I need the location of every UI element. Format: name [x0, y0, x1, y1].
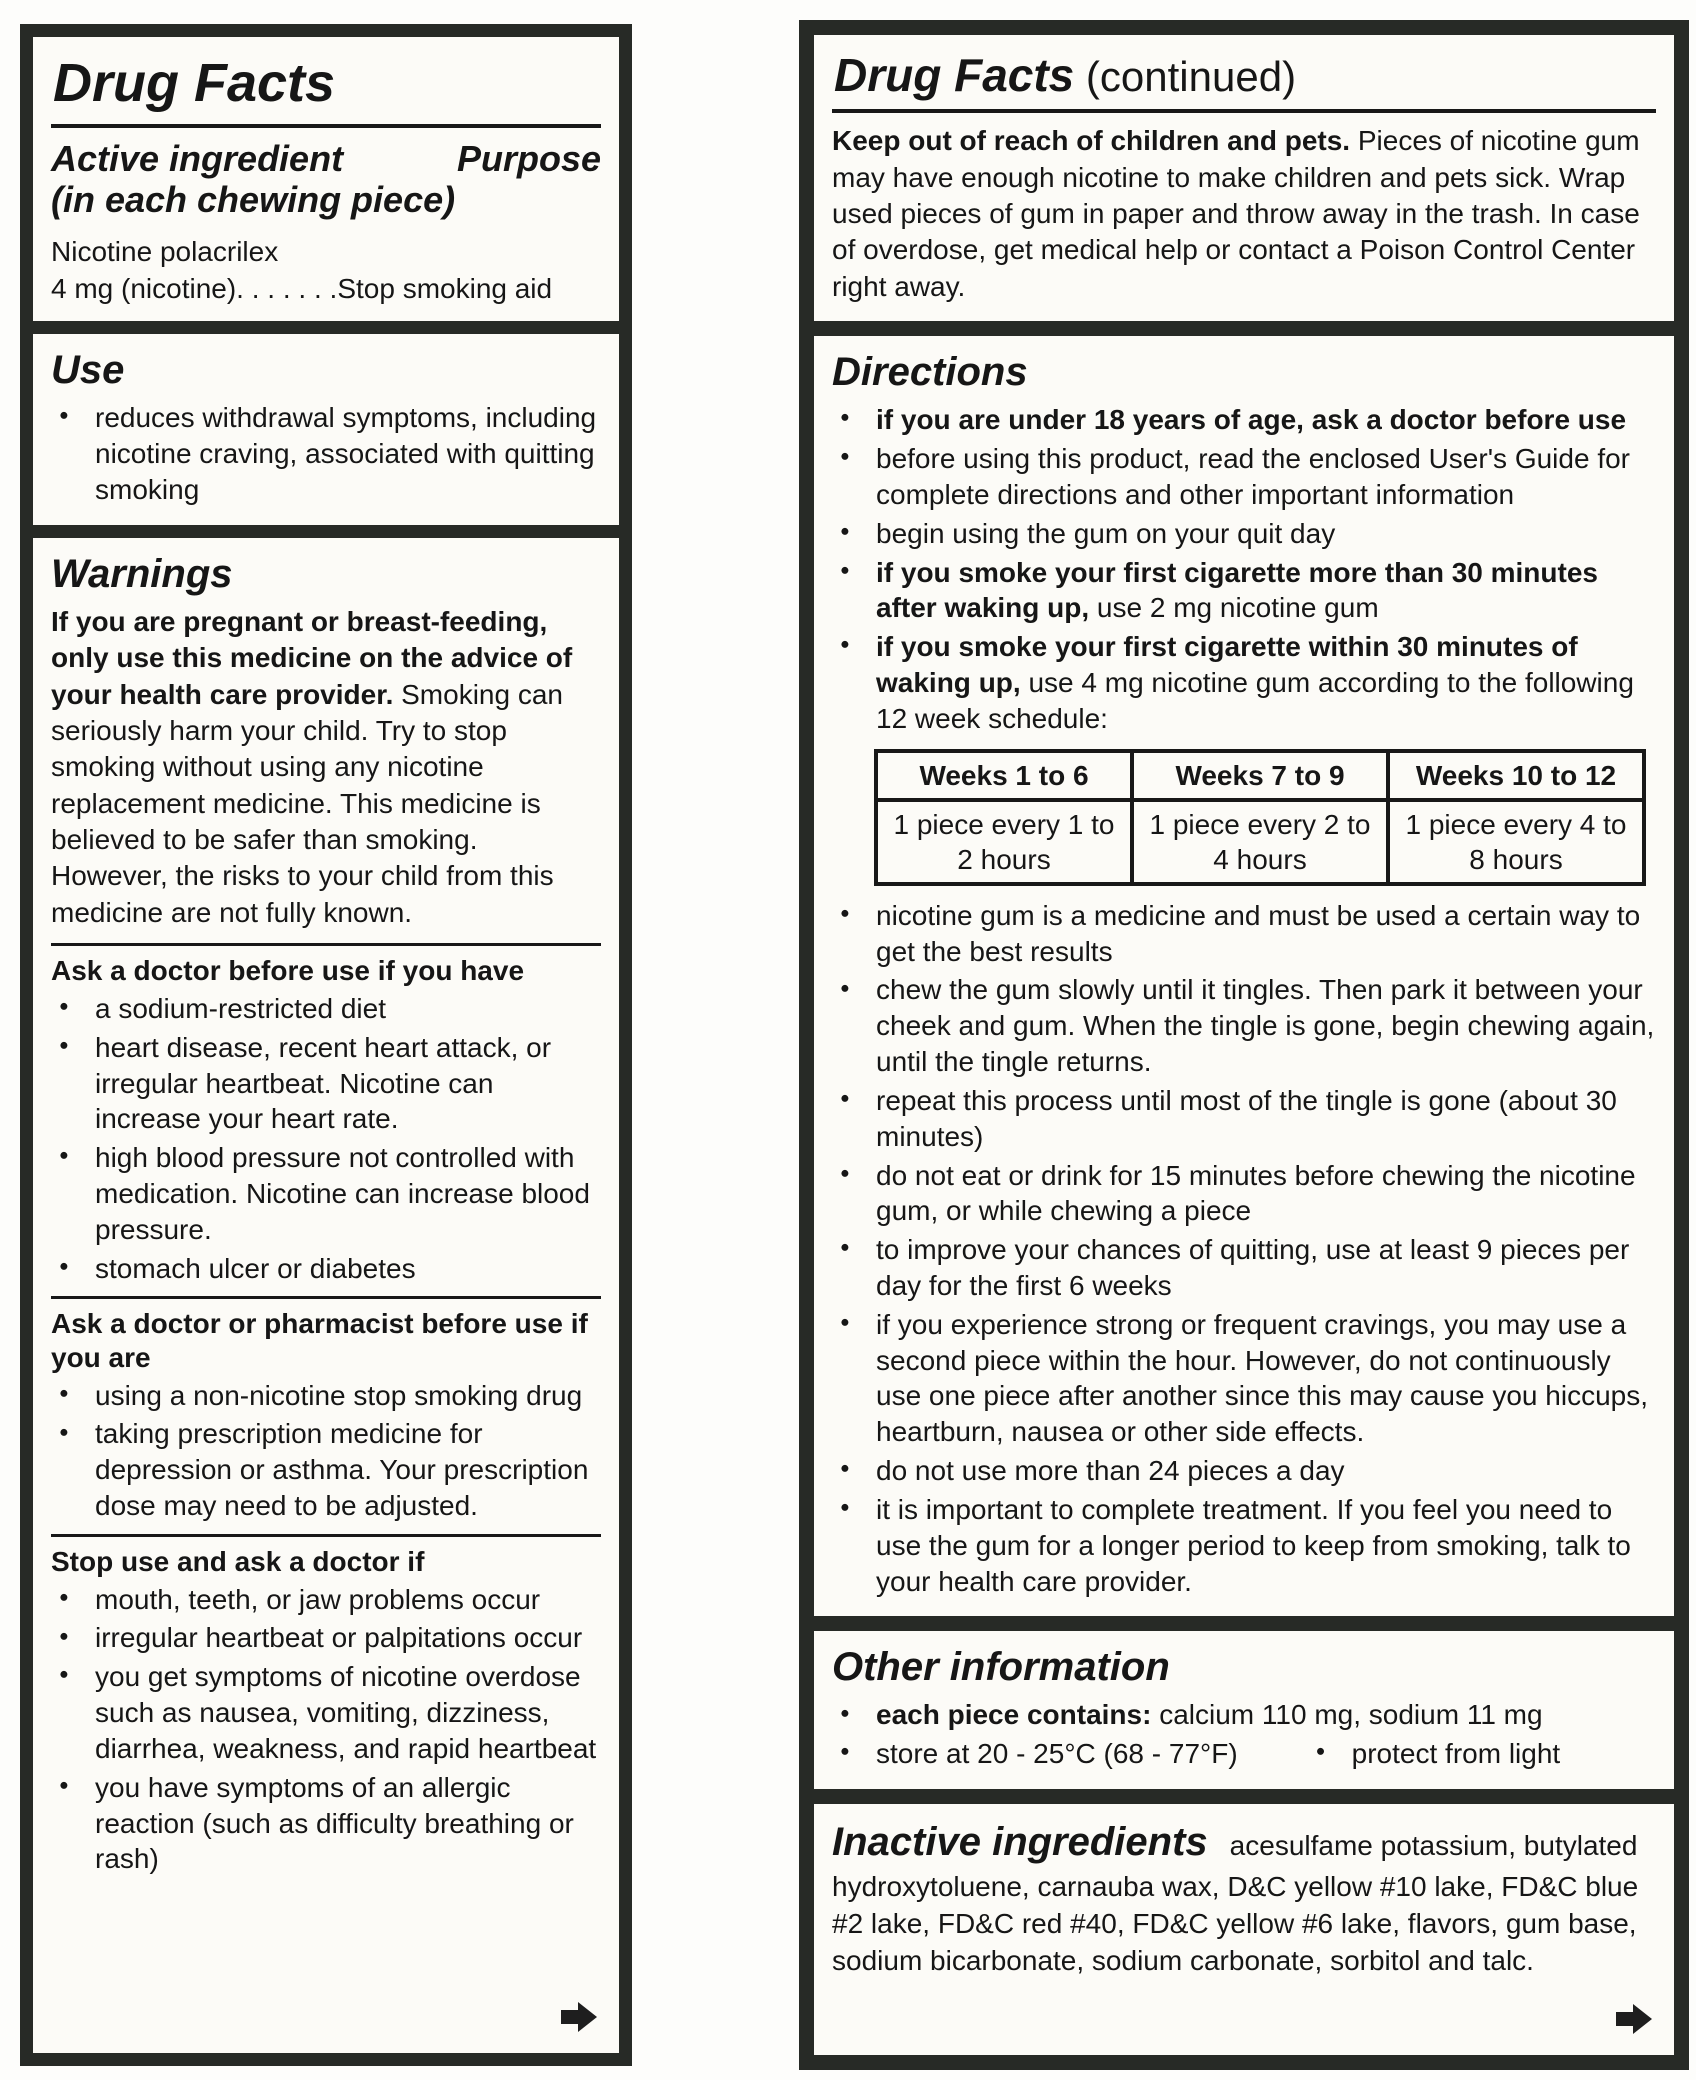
- warnings-intro: [51, 604, 601, 932]
- ask-doctor-section: [51, 943, 601, 1286]
- inactive-ingredients-box: [814, 1804, 1674, 2055]
- bullet-item: [832, 629, 1656, 736]
- directions-heading: Directions: [832, 350, 1028, 395]
- bullet-item: ● nicotine gum is a medicine and must be used a certain way to get the best results: [832, 898, 1656, 970]
- bullet-text: calcium 110 mg, sodium 11 mg: [1151, 1699, 1543, 1731]
- other-information-heading: Other information: [832, 1645, 1170, 1690]
- dose-purpose-line: 4 mg (nicotine). . . . . . .Stop smoking aid: [51, 272, 553, 304]
- continue-arrow-icon: [1614, 2004, 1654, 2034]
- bullet-item: [832, 402, 1656, 438]
- inactive-ingredients-paragraph: [832, 1816, 1656, 1980]
- bullet-item: ● using a non-nicotine stop smoking drug: [51, 1378, 601, 1414]
- bullet-item: [832, 555, 1656, 627]
- use-box: [33, 334, 619, 524]
- schedule-cell: 1 piece every 1 to 2 hours: [876, 800, 1132, 884]
- bullet-item: [832, 441, 1656, 513]
- bullet-item: [832, 516, 1656, 552]
- schedule-header-row: [876, 751, 1644, 800]
- bullet-item: ● do not eat or drink for 15 minutes before chewing the nicotine gum, or while chewing a piece: [832, 1158, 1656, 1230]
- protect-from-light-text: ● protect from light: [1308, 1736, 1561, 1772]
- bullet-item: ● it is important to complete treatment. If you feel you need to use the gum for a longer period to keep from smoking, talk to your health care provider.: [832, 1492, 1656, 1599]
- warnings-intro-bold: If you are pregnant or breast-feeding, only use this medicine on the advice of your health care provider.: [51, 605, 573, 710]
- bullet-item: [832, 1697, 1656, 1733]
- other-information-bullet-list: [832, 1697, 1656, 1772]
- keep-out-box: [814, 35, 1674, 321]
- directions-bullet-list-top: [832, 402, 1656, 736]
- bullet-text: use 4 mg nicotine gum according to the following 12 week schedule:: [876, 667, 1634, 734]
- continue-arrow-icon: [559, 2002, 599, 2032]
- drug-facts-panel: [20, 24, 632, 2066]
- purpose-heading: Purpose: [456, 137, 601, 179]
- keep-out-bold: Keep out of reach of children and pets.: [832, 125, 1351, 157]
- ask-doctor-pharmacist-heading: Ask a doctor or pharmacist before use if you are: [51, 1308, 588, 1374]
- directions-box: [814, 336, 1674, 1616]
- use-bullet-list: [51, 400, 601, 507]
- other-information-box: [814, 1631, 1674, 1789]
- drug-facts-continued-title: [834, 51, 1656, 99]
- stop-use-section: [51, 1534, 601, 1877]
- bullet-item: ● repeat this process until most of the tingle is gone (about 30 minutes): [832, 1083, 1656, 1155]
- continue-indicator: [559, 2002, 599, 2037]
- directions-bullet-list-bottom: [832, 898, 1656, 1600]
- active-ingredient-heading-row: [51, 138, 601, 179]
- active-ingredient-name: Nicotine polacrilex: [51, 236, 279, 268]
- bullet-item: ● you have symptoms of an allergic reaction (such as difficulty breathing or rash): [51, 1770, 601, 1877]
- bullet-item: ● high blood pressure not controlled with medication. Nicotine can increase blood pressure.: [51, 1140, 601, 1247]
- drug-facts-title: Drug Facts: [53, 53, 336, 113]
- stop-use-heading: Stop use and ask a doctor if: [51, 1545, 425, 1577]
- bullet-item: ● if you experience strong or frequent cravings, you may use a second piece within the hour. However, do not continuously use one piece after another since this may cause you hiccups, heartburn, nausea or other side effects.: [832, 1307, 1656, 1450]
- warnings-intro-rest: Smoking can seriously harm your child. Try to stop smoking without using any nicotine replacement medicine. This medicine is believed to be safer than smoking. However, the risks to your child from this medicine are not fully known.: [51, 678, 563, 928]
- drug-facts-continued-title-main: Drug Facts: [834, 49, 1075, 101]
- storage-text: store at 20 - 25°C (68 - 77°F): [876, 1738, 1238, 1770]
- schedule-header-cell: Weeks 7 to 9: [1132, 751, 1388, 800]
- schedule-cell: 1 piece every 2 to 4 hours: [1132, 800, 1388, 884]
- warnings-box: [33, 538, 619, 2053]
- drug-facts-continued-panel: [799, 20, 1689, 2070]
- use-heading: Use: [51, 348, 125, 393]
- schedule-table: [874, 749, 1646, 886]
- keep-out-rest: Pieces of nicotine gum may have enough nicotine to make children and pets sick. Wrap used pieces of gum in paper and throw away in the trash. In case of overdose, get medical help or contact a Poison Control Center right away.: [832, 125, 1640, 302]
- schedule-data-row: [876, 800, 1644, 884]
- ask-doctor-pharmacist-bullet-list: [51, 1378, 601, 1524]
- bullet-item: ● do not use more than 24 pieces a day: [832, 1453, 1656, 1489]
- bullet-item: ● heart disease, recent heart attack, or irregular heartbeat. Nicotine can increase your heart rate.: [51, 1030, 601, 1137]
- bullet-item: [832, 1736, 1656, 1772]
- active-ingredient-heading: Active ingredient: [51, 137, 344, 179]
- bullet-text: begin using the gum on your quit day: [876, 517, 1336, 549]
- bullet-text: use 2 mg nicotine gum: [1089, 592, 1379, 624]
- bullet-item: ● irregular heartbeat or palpitations occur: [51, 1620, 601, 1656]
- bullet-bold-text: if you are under 18 years of age, ask a doctor before use: [876, 404, 1627, 436]
- stop-use-bullet-list: [51, 1582, 601, 1878]
- divider: [832, 109, 1656, 113]
- schedule-header-cell: Weeks 1 to 6: [876, 751, 1132, 800]
- continue-indicator: [1614, 2004, 1654, 2039]
- schedule-header-cell: Weeks 10 to 12: [1388, 751, 1644, 800]
- bullet-item: ● a sodium-restricted diet: [51, 991, 601, 1027]
- bullet-bold-text: if you smoke your first cigarette within 30 minutes of waking up,: [876, 631, 1578, 699]
- bullet-item: ● you get symptoms of nicotine overdose such as nausea, vomiting, dizziness, diarrhea, weakness, and rapid heartbeat: [51, 1659, 601, 1766]
- bullet-item: ● reduces withdrawal symptoms, including nicotine craving, associated with quitting smoking: [51, 400, 601, 507]
- active-ingredient-subheading: (in each chewing piece): [51, 179, 456, 221]
- bullet-item: ● taking prescription medicine for depression or asthma. Your prescription dose may need to be adjusted.: [51, 1416, 601, 1523]
- bullet-item: ● chew the gum slowly until it tingles. Then park it between your cheek and gum. When the tingle is gone, begin chewing again, until the tingle returns.: [832, 972, 1656, 1079]
- schedule-cell: 1 piece every 4 to 8 hours: [1388, 800, 1644, 884]
- warnings-heading: Warnings: [51, 551, 233, 596]
- inactive-ingredients-text: acesulfame potassium, butylated hydroxytoluene, carnauba wax, D&C yellow #10 lake, FD&C blue #2 lake, FD&C red #40, FD&C yellow #6 lake, flavors, gum base, sodium bicarbonate, sodium carbonate, sorbitol and talc.: [832, 1830, 1639, 1976]
- bullet-bold-text: if you smoke your first cigarette more than 30 minutes after waking up,: [876, 556, 1598, 624]
- drug-facts-continued-title-suffix: (continued): [1074, 53, 1297, 100]
- ask-doctor-heading: Ask a doctor before use if you have: [51, 955, 525, 987]
- bullet-bold-text: each piece contains:: [876, 1699, 1152, 1731]
- title-box: [33, 37, 619, 321]
- inactive-ingredients-heading: Inactive ingredients: [832, 1820, 1208, 1865]
- keep-out-paragraph: [832, 123, 1656, 305]
- ask-doctor-pharmacist-section: [51, 1296, 601, 1524]
- divider: [51, 124, 601, 128]
- bullet-item: ● mouth, teeth, or jaw problems occur: [51, 1582, 601, 1618]
- bullet-item: ● to improve your chances of quitting, use at least 9 pieces per day for the first 6 weeks: [832, 1232, 1656, 1304]
- bullet-item: ● stomach ulcer or diabetes: [51, 1251, 601, 1287]
- bullet-text: before using this product, read the enclosed User's Guide for complete directions and other important information: [876, 443, 1630, 510]
- ask-doctor-bullet-list: [51, 991, 601, 1287]
